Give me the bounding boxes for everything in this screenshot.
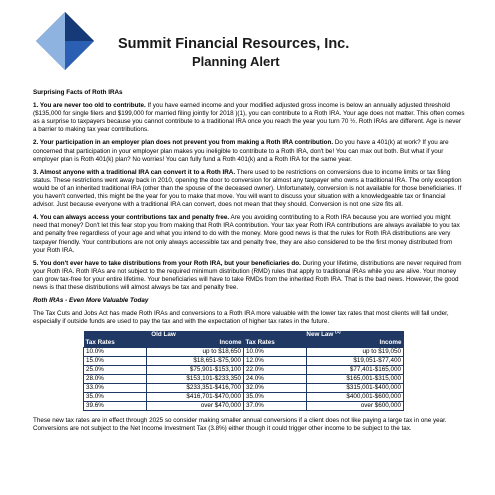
table-row: [84, 375, 404, 384]
document-title: Planning Alert: [192, 54, 280, 69]
fact-lead: 1. You are never too old to contribute.: [33, 102, 146, 110]
document-body: [33, 89, 465, 439]
col-tax-rates: Tax Rates: [84, 339, 147, 348]
fact-2: [33, 139, 465, 163]
tax-rate-cell: 22.0%: [244, 366, 307, 375]
income-cell: $416,701-$470,000: [147, 393, 244, 402]
fact-lead: 3. Almost anyone with a traditional IRA can convert it to a Roth IRA.: [33, 168, 236, 176]
table-row: [84, 348, 404, 357]
tax-rate-cell: 24.0%: [244, 375, 307, 384]
tax-rate-cell: 39.6%: [84, 402, 147, 411]
col-income: Income: [307, 339, 404, 348]
tax-rate-cell: 33.0%: [84, 384, 147, 393]
new-law-header: New Law $^{(1)}$: [244, 331, 404, 339]
closing-text: These new tax rates are in effect through 2025 so consider making smaller annual conversions if a client does not like paying a large tax in one year. Conversions are not subject to the Net Income Investment Tax (3.8%) either though it could trigger other income to be subject to the tax.: [33, 417, 447, 433]
income-cell: $165,001-$315,000: [307, 375, 404, 384]
fact-1: [33, 102, 465, 134]
income-cell: $18,651-$75,900: [147, 357, 244, 366]
fact-3: [33, 169, 465, 209]
tax-rate-cell: 28.0%: [84, 375, 147, 384]
section-title: Surprising Facts of Roth IRAs: [33, 89, 123, 96]
income-cell: $315,001-$400,000: [307, 384, 404, 393]
fact-4: [33, 214, 465, 254]
income-cell: over $470,000: [147, 402, 244, 411]
roth-intro: The Tax Cuts and Jobs Act has made Roth IRAs and conversions to a Roth IRA more valuable with the lower tax rates that most clients will fall under, especially if outside funds are used to pay the tax and with the expectation of higher tax rates in the future.: [33, 310, 449, 326]
table-row: [84, 384, 404, 393]
old-law-header: Old Law: [84, 331, 244, 339]
fact-lead: 5. You don't ever have to take distributions from your Roth IRA, but your beneficiaries do.: [33, 259, 301, 267]
fact-body: Are you avoiding contributing to a Roth IRA because you are worried you might need that money? Don't let this fear stop you from making that Roth IRA contribution. Your tax year Roth IRA contributions are always available to you tax and penalty free regardless of your age and what you intend to do with the money. More good news is that the rules for Roth IRA distributions are very taxpayer friendly. Your contributions are not only always accessible tax and penalty free, they are also considered to be the first money distributed from your Roth IRA.: [33, 214, 460, 254]
table-row: [84, 402, 404, 411]
tax-rate-cell: 32.0%: [244, 384, 307, 393]
company-name: Summit Financial Resources, Inc.: [118, 36, 350, 52]
tax-rate-cell: 35.0%: [244, 393, 307, 402]
fact-body: Do you have a 401(k) at work? If you are concerned that participation in your employer plan makes you ineligible to contribute to a Roth IRA, don't be! You can max out both. But what if your employer plan is Roth 401(k) plan? No worries! You can fully fund a Roth 401(k) and a Roth IRA for the same year.: [33, 139, 449, 163]
fact-body: During your lifetime, distributions are never required from your Roth IRA. Roth IRAs are not subject to the required minimum distribution (RMD) rules that apply to traditional IRAs while you are alive. Your money can grow tax-free for your entire lifetime. Your beneficiaries will have to take RMDs from the inherited Roth IRA. That is the bad news. However, the good news is that these distributions will almost always be tax and penalty free.: [33, 259, 462, 291]
fact-lead: 4. You can always access your contributions tax and penalty free.: [33, 214, 230, 222]
summit-logo: [34, 10, 96, 72]
roth-heading: Roth IRAs - Even More Valuable Today: [33, 297, 149, 305]
table-row: [84, 357, 404, 366]
table-row: [84, 366, 404, 375]
table-row: [84, 393, 404, 402]
income-cell: $19,051-$77,400: [307, 357, 404, 366]
tax-rate-cell: 10.0%: [84, 348, 147, 357]
income-cell: up to $18,650: [147, 348, 244, 357]
tax-rate-cell: 37.0%: [244, 402, 307, 411]
col-income: Income: [147, 339, 244, 348]
fact-body: If you have earned income and your modified adjusted gross income is below an annually adjusted threshold ($135,000 for single filers and $199,000 for married filing jointly for 2018 )(1), you can contribute to a Roth IRA. Your age does not matter. This often comes as a surprise to taxpayers because you cannot contribute to a traditional IRA once you reach the year you turn 70 ½. Roth IRAs are different. Age is never a barrier to making tax year contributions.: [33, 102, 465, 134]
fact-body: There used to be restrictions on conversions due to income limits or tax filing status. These restrictions went away back in 2010, opening the door to conversion for almost any taxpayer who owns a traditional IRA. The only exception would be of an inherited traditional IRA (other than the spouse of the deceased owner). Unfortunately, conversion is not available for those beneficiaries. If you haven't converted, this might be the year for you to make that move. You will want to discuss your situation with a knowledgeable tax or financial advisor. Just because everyone with a traditional IRA can convert, does not mean that they should. Conversion is not one size fits all.: [33, 168, 462, 209]
tax-rate-cell: 10.0%: [244, 348, 307, 357]
col-tax-rates: Tax Rates: [244, 339, 307, 348]
fact-5: [33, 260, 465, 292]
income-cell: $153,101-$233,350: [147, 375, 244, 384]
fact-lead: 2. Your participation in an employer plan does not prevent you from making a Roth IRA contribution.: [33, 139, 334, 147]
income-cell: $400,001-$600,000: [307, 393, 404, 402]
tax-rate-cell: 12.0%: [244, 357, 307, 366]
income-cell: $75,901-$153,100: [147, 366, 244, 375]
income-cell: over $600,000: [307, 402, 404, 411]
tax-rate-cell: 35.0%: [84, 393, 147, 402]
tax-rate-cell: 15.0%: [84, 357, 147, 366]
income-cell: $233,351-$416,700: [147, 384, 244, 393]
tax-rate-cell: 25.0%: [84, 366, 147, 375]
income-cell: $77,401-$165,000: [307, 366, 404, 375]
tax-rate-table: [83, 331, 404, 411]
income-cell: up to $19,050: [307, 348, 404, 357]
